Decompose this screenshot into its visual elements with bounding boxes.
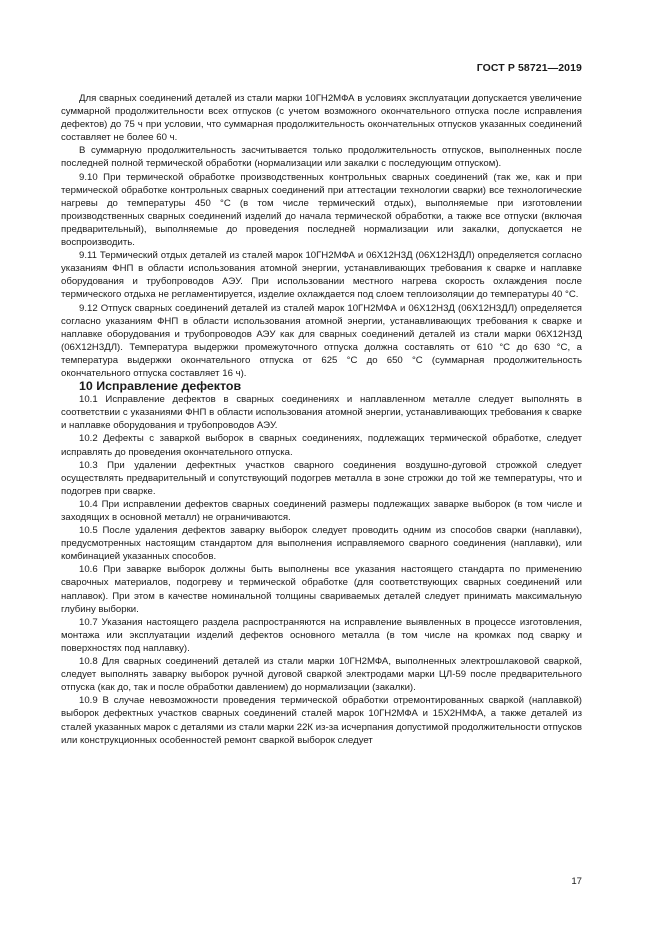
- paragraph: 10.7 Указания настоящего раздела распространяются на исправление выявленных в процессе изготовления, монтажа или эксплуатации изделий дефектов основного металла (в том числе на кромках под сварку и поверхностях под наплавку).: [61, 616, 582, 654]
- paragraph: В суммарную продолжительность засчитывается только продолжительность отпусков, выполненных после последней полной термической обработки (нормализации или закалки с последующим отпуском).: [61, 145, 582, 170]
- paragraph: 10.1 Исправление дефектов в сварных соединениях и наплавленном металле следует выполнять в соответствии с указаниями ФНП в области использования атомной энергии, устанавливающих требования к сварке и наплавке оборудования и трубопроводов АЭУ.: [61, 394, 582, 432]
- paragraph: 10.4 При исправлении дефектов сварных соединений размеры подлежащих заварке выборок (в том числе и заходящих в основной металл) не ограничиваются.: [61, 498, 582, 523]
- paragraph: 9.10 При термической обработке производственных контрольных сварных соединений (так же, как и при термической обработке контрольных сварных соединений при аттестации технологии сварки) все технологические нагревы до температуры 450 °С (в том числе термический отдых), выполняемые при изготовлении производственных сварных соединений изделий до начала термической обработки, а также все отпуски (включая предварительный), выполняемые до проведения последней нормализации или закалки, допускается не воспроизводить.: [61, 171, 582, 249]
- document-body: [61, 92, 582, 747]
- paragraph: 10.6 При заварке выборок должны быть выполнены все указания настоящего стандарта по применению сварочных материалов, подогреву и термической обработке (для соответствующих сварных соединений или наплавок). При этом в качестве номинальной толщины свариваемых деталей следует принимать максимальную глубину выборки.: [61, 564, 582, 615]
- paragraph: 9.11 Термический отдых деталей из сталей марок 10ГН2МФА и 06Х12Н3Д (06Х12Н3ДЛ) определяется согласно указаниям ФНП в области использования атомной энергии, устанавливающих требования к сварке и наплавке оборудования и трубопроводов АЭУ. При использовании местного нагрева скорость охлаждения после термического отдыха не регламентируется, изделие охлаждается под слоем теплоизоляции до температуры 40 °С.: [61, 250, 582, 301]
- paragraph: 10.5 После удаления дефектов заварку выборок следует проводить одним из способов сварки (наплавки), предусмотренных настоящим стандартом для выполнения исправляемого сварного соединения (наплавки), или комбинацией указанных способов.: [61, 525, 582, 563]
- paragraph: 10.9 В случае невозможности проведения термической обработки отремонтированных сваркой (наплавкой) выборок дефектных участков сварных соединений сталей марок 10ГН2МФА и 15Х2НМФА, а также деталей из сталей указанных марок с деталями из стали марки 22К из-за исчерпания допустимой продолжительности отпусков или конструкционных особенностей ремонт сваркой выборок следует: [61, 695, 582, 746]
- paragraph: 9.12 Отпуск сварных соединений деталей из сталей марок 10ГН2МФА и 06Х12Н3Д (06Х12Н3ДЛ) определяется согласно указаниям ФНП в области использования атомной энергии, устанавливающих требования к сварке и наплавке оборудования и трубопроводов АЭУ как для сварных соединений деталей из стали марки 06Х12Н3Д (06Х12Н3ДЛ). Температура выдержки промежуточного отпуска должна составлять от 610 °С до 630 °С, а температура выдержки окончательного отпуска от 625 °С до 650 °С (суммарная продолжительность окончательного отпуска составляет 16 ч).: [61, 302, 582, 379]
- section-heading: 10 Исправление дефектов: [79, 379, 242, 394]
- paragraph: 10.8 Для сварных соединений деталей из стали марки 10ГН2МФА, выполненных электрошлаковой сваркой, следует выполнять заварку выборок ручной дуговой сваркой электродами марки ЦЛ-59 после предварительного отпуска (как до, так и после обработки давлением) до нормализации (закалки).: [61, 656, 582, 694]
- paragraph: Для сварных соединений деталей из стали марки 10ГН2МФА в условиях эксплуатации допускается увеличение суммарной продолжительности всех отпусков (с учетом возможного окончательного отпуска после исправления дефектов) до 75 ч при условии, что суммарная продолжительность окончательных отпусков указанных соединений составляет не более 60 ч.: [61, 93, 582, 144]
- page-number: 17: [571, 876, 582, 887]
- standard-designation: ГОСТ Р 58721—2019: [476, 62, 582, 74]
- paragraph: 10.2 Дефекты с заваркой выборок в сварных соединениях, подлежащих термической обработке, следует исправлять до проведения окончательного отпуска.: [61, 433, 582, 458]
- paragraph: 10.3 При удалении дефектных участков сварного соединения воздушно-дуговой строжкой следует осуществлять предварительный и сопутствующий подогрев металла в зоне строжки до той же температуры, что и подогрев при сварке.: [61, 459, 582, 497]
